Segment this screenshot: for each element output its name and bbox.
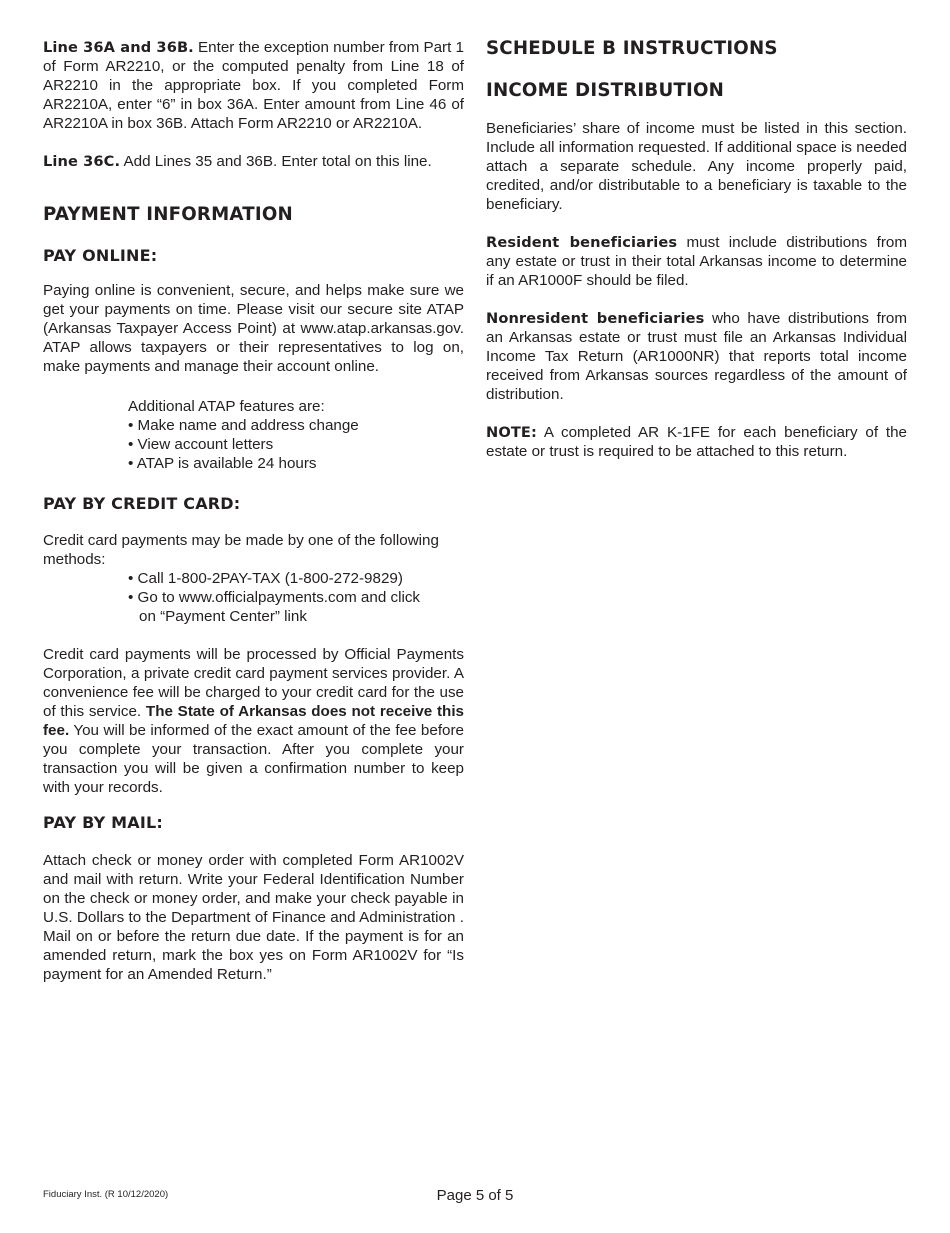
credit-card-method-web: • Go to www.officialpayments.com and click [128, 589, 421, 606]
resident-beneficiaries-text: must include distributions from any estate or trust in their total Arkansas income to determine if an AR1000F should be filed. [486, 234, 907, 289]
note-label: NOTE: [486, 424, 537, 441]
credit-card-method-web-continued: on “Payment Center” link [139, 608, 307, 625]
nonresident-beneficiaries-label: Nonresident beneficiaries [486, 310, 705, 327]
resident-beneficiaries-paragraph [486, 233, 907, 290]
right-column [486, 38, 907, 461]
line-36c-paragraph [43, 152, 464, 171]
line-36ab-paragraph [43, 38, 464, 133]
atap-features-list [128, 397, 464, 473]
pay-online-text: Paying online is convenient, secure, and helps make sure we get your payments on time. Please visit our secure site ATAP (Arkansas Taxpayer Access Point) at www.atap.arkansas.gov. ATAP allows taxpayers or their representatives to log on, make payments and manage their account online. [43, 282, 464, 375]
atap-feature-item: • View account letters [128, 436, 274, 453]
line-36ab-text: Enter the exception number from Part 1 of Form AR2210, or the computed penalty from Line 18 of AR2210 in the appropriate box. If you completed Form AR2210A, enter “6” in box 36A. Enter amount from Line 46 of AR2210A in box 36B. Attach Form AR2210 or AR2210A. [43, 39, 465, 132]
line-36c-label: Line 36C. [43, 153, 121, 170]
credit-card-fee-notice: The State of Arkansas does not receive this fee. [43, 703, 464, 739]
credit-card-methods-list [128, 569, 464, 626]
credit-card-text-part: Credit card payments will be processed by Official Payments Corporation, a private credit card payment services provider. A convenience fee will be charged to your credit card for the use of this service. [43, 646, 464, 720]
income-distribution-heading: INCOME DISTRIBUTION [486, 80, 725, 101]
pay-by-mail-heading: PAY BY MAIL: [43, 813, 163, 832]
note-paragraph [486, 423, 907, 461]
resident-beneficiaries-label: Resident beneficiaries [486, 234, 678, 251]
credit-card-intro: Credit card payments may be made by one of the following methods: [43, 532, 439, 568]
form-revision-id: Fiduciary Inst. (R 10/12/2020) [43, 1189, 169, 1200]
atap-feature-item: • Make name and address change [128, 417, 359, 434]
credit-card-processing-text [43, 645, 464, 797]
income-distribution-intro: Beneficiaries’ share of income must be listed in this section. Include all information requested. If additional space is needed attach a separate schedule. Any income properly paid, credited, and/or distributable to a beneficiary is taxable to the beneficiary. [486, 120, 907, 213]
atap-feature-item: • ATAP is available 24 hours [128, 455, 317, 472]
pay-by-credit-card-heading: PAY BY CREDIT CARD: [43, 494, 241, 513]
left-column [43, 38, 464, 984]
credit-card-text-part: You will be informed of the exact amount of the fee before you complete your transaction. After you complete your transaction you will be given a confirmation number to keep with your records. [43, 722, 464, 796]
page-number: Page 5 of 5 [436, 1187, 514, 1204]
line-36c-text: Add Lines 35 and 36B. Enter total on this line. [120, 153, 432, 170]
pay-online-heading: PAY ONLINE: [43, 246, 158, 265]
credit-card-method-phone: • Call 1-800-2PAY-TAX (1-800-272-9829) [128, 570, 403, 587]
nonresident-beneficiaries-text: who have distributions from an Arkansas estate or trust must file an Arkansas Individual Income Tax Return (AR1000NR) that reports total income received from Arkansas sources regardless of the amount of distribution. [486, 310, 907, 403]
nonresident-beneficiaries-paragraph [486, 309, 907, 404]
line-36ab-label: Line 36A and 36B. [43, 39, 194, 56]
pay-by-mail-text: Attach check or money order with completed Form AR1002V and mail with return. Write your Federal Identification Number on the check or money order, and make your check payable in U.S. Dollars to the Department of Finance and Administration . Mail on or before the return due date. If the payment is for an amended return, mark the box yes on Form AR1002V for “Is payment for an Amended Return.” [43, 852, 464, 983]
schedule-b-heading: SCHEDULE B INSTRUCTIONS [486, 38, 778, 59]
atap-features-intro: Additional ATAP features are: [128, 398, 325, 415]
payment-information-heading: PAYMENT INFORMATION [43, 204, 293, 225]
note-text: A completed AR K-1FE for each beneficiary of the estate or trust is required to be attached to this return. [486, 424, 907, 460]
